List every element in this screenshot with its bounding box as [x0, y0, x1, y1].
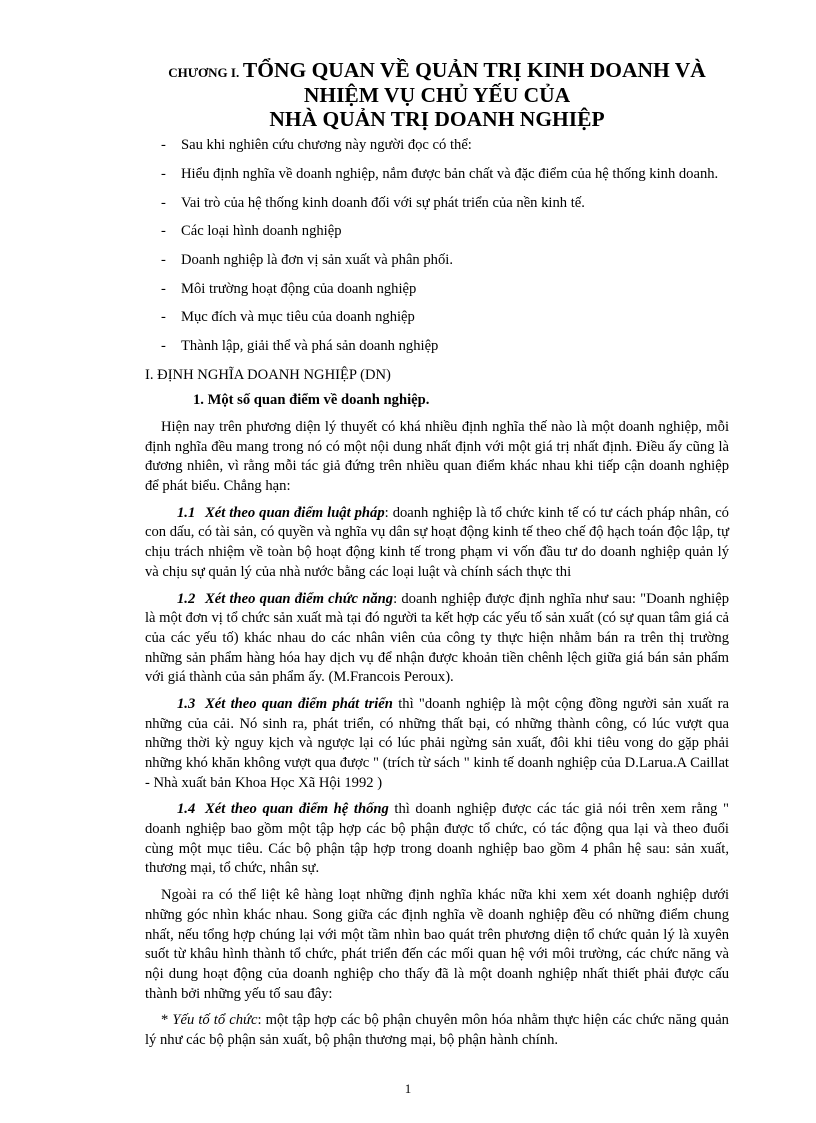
subsection-heading: 1. Một số quan điểm về doanh nghiệp.	[193, 392, 430, 409]
page-number: 1	[404, 1081, 412, 1096]
definitions-paragraph: Ngoài ra có thể liệt kê hàng loạt những định nghĩa khác nữa khi xem xét doanh nghiệp dưới những góc nhìn khác nhau. Song giữa các định nghĩa về doanh nghiệp đều có những điểm chung nhất, nếu tổng hợp chúng lại với một tầm nhìn bao quát trên phương diện tổ chức quản lý là xuyên suốt từ khâu hình thành tổ chức, phát triển đến các mối quan hệ với môi trường, các chức năng và nội dung hoạt động của doanh nghiệp cho thấy đã là một doanh nghiệp nhất thiết phải được cấu thành bởi những yếu tố sau đây:	[145, 887, 729, 1002]
chapter-title	[145, 58, 729, 132]
list-item: - Vai trò của hệ thống kinh doanh đối với sự phát triển của nền kinh tế.	[161, 194, 585, 211]
viewpoint-paragraph: 1.4 Xét theo quan điểm hệ thống thì doanh nghiệp được các tác giả nói trên xem rằng " doanh nghiệp bao gồm một tập hợp các bộ phận được tổ chức, có tác động qua lại và theo đuổi cùng một mục tiêu. Các bộ phận tập hợp trong doanh nghiệp bao gồm 4 phân hệ sau: sản xuất, thương mại, tổ chức, nhân sự.	[145, 801, 729, 877]
chapter-title-line1: TỔNG QUAN VỀ QUẢN TRỊ KINH DOANH VÀ	[242, 58, 706, 82]
list-item: - Hiểu định nghĩa về doanh nghiệp, nắm được bản chất và đặc điểm của hệ thống kinh doanh.	[161, 165, 719, 182]
chapter-title-line3: NHÀ QUẢN TRỊ DOANH NGHIỆP	[269, 107, 605, 132]
section-heading: I. ĐỊNH NGHĨA DOANH NGHIỆP (DN)	[145, 366, 391, 383]
list-item: - Mục đích và mục tiêu của doanh nghiệp	[161, 309, 415, 326]
viewpoint-paragraph: 1.3 Xét theo quan điểm phát triển thì "doanh nghiệp là một cộng đồng người sản xuất ra những của cải. Nó sinh ra, phát triển, có những thất bại, có những thành công, có lúc vượt qua những thời kỳ nguy kịch và ngược lại có lúc phải ngừng sản xuất, đôi khi tiêu vong do gặp phải những khó khăn không vượt qua được " (trích từ sách " kinh tế doanh nghiệp của D.Larua.A Caillat - Nhà xuất bản Khoa Học Xã Hội 1992 )	[145, 695, 729, 791]
viewpoint-paragraph: 1.2 Xét theo quan điểm chức năng: doanh nghiệp được định nghĩa như sau: "Doanh nghiệp là một đơn vị tổ chức sản xuất mà tại đó người ta kết hợp các yếu tố sản xuất (có sự quan tâm giá cả của các yếu tố) khác nhau do các nhân viên của công ty thực hiện nhằm bán ra trên thị trường những sản phẩm hàng hóa hay dịch vụ để nhận được khoản tiền chênh lệch giữa giá bán sản phẩm với giá thành của sản phẩm ấy. (M.Francois Peroux).	[145, 590, 730, 686]
list-item: - Sau khi nghiên cứu chương này người đọc có thể:	[161, 137, 472, 154]
factor-paragraph: * Yếu tố tổ chức: một tập hợp các bộ phận chuyên môn hóa nhằm thực hiện các chức năng quản lý như các bộ phận sản xuất, bộ phận thương mại, bộ phận hành chính.	[145, 1012, 729, 1048]
viewpoint-paragraph: 1.1 Xét theo quan điểm luật pháp: doanh nghiệp là tổ chức kinh tế có tư cách pháp nhân, có con dấu, có tài sản, có quyền và nghĩa vụ dân sự hoạt động kinh tế theo chế độ hạch toán độc lập, tự chịu trách nhiệm về toàn bộ hoạt động kinh tế trong phạm vi vốn đầu tư do doanh nghiệp quản lý và chịu sự quản lý của nhà nước bằng các loại luật và chính sách thực thi	[145, 504, 730, 580]
objectives-list	[145, 136, 729, 357]
intro-paragraph: Hiện nay trên phương diện lý thuyết có khá nhiều định nghĩa thế nào là một doanh nghiệp, mỗi định nghĩa đều mang trong nó có một nội dung nhất định với một giá trị nhất định. Điều ấy cũng là đương nhiên, vì rằng mỗi tác giả đứng trên nhiều quan điểm khác nhau khi tiếp cận doanh nghiệp để phát biểu. Chẳng hạn:	[145, 419, 729, 495]
list-item: - Thành lập, giải thể và phá sản doanh nghiệp	[161, 337, 439, 354]
chapter-label: CHƯƠNG I.	[168, 65, 240, 80]
list-item: - Doanh nghiệp là đơn vị sản xuất và phân phối.	[161, 251, 453, 268]
chapter-title-line2: NHIỆM VỤ CHỦ YẾU CỦA	[303, 82, 571, 107]
list-item: - Môi trường hoạt động của doanh nghiệp	[161, 280, 417, 297]
list-item: - Các loại hình doanh nghiệp	[161, 223, 342, 240]
page-content	[145, 58, 729, 1058]
